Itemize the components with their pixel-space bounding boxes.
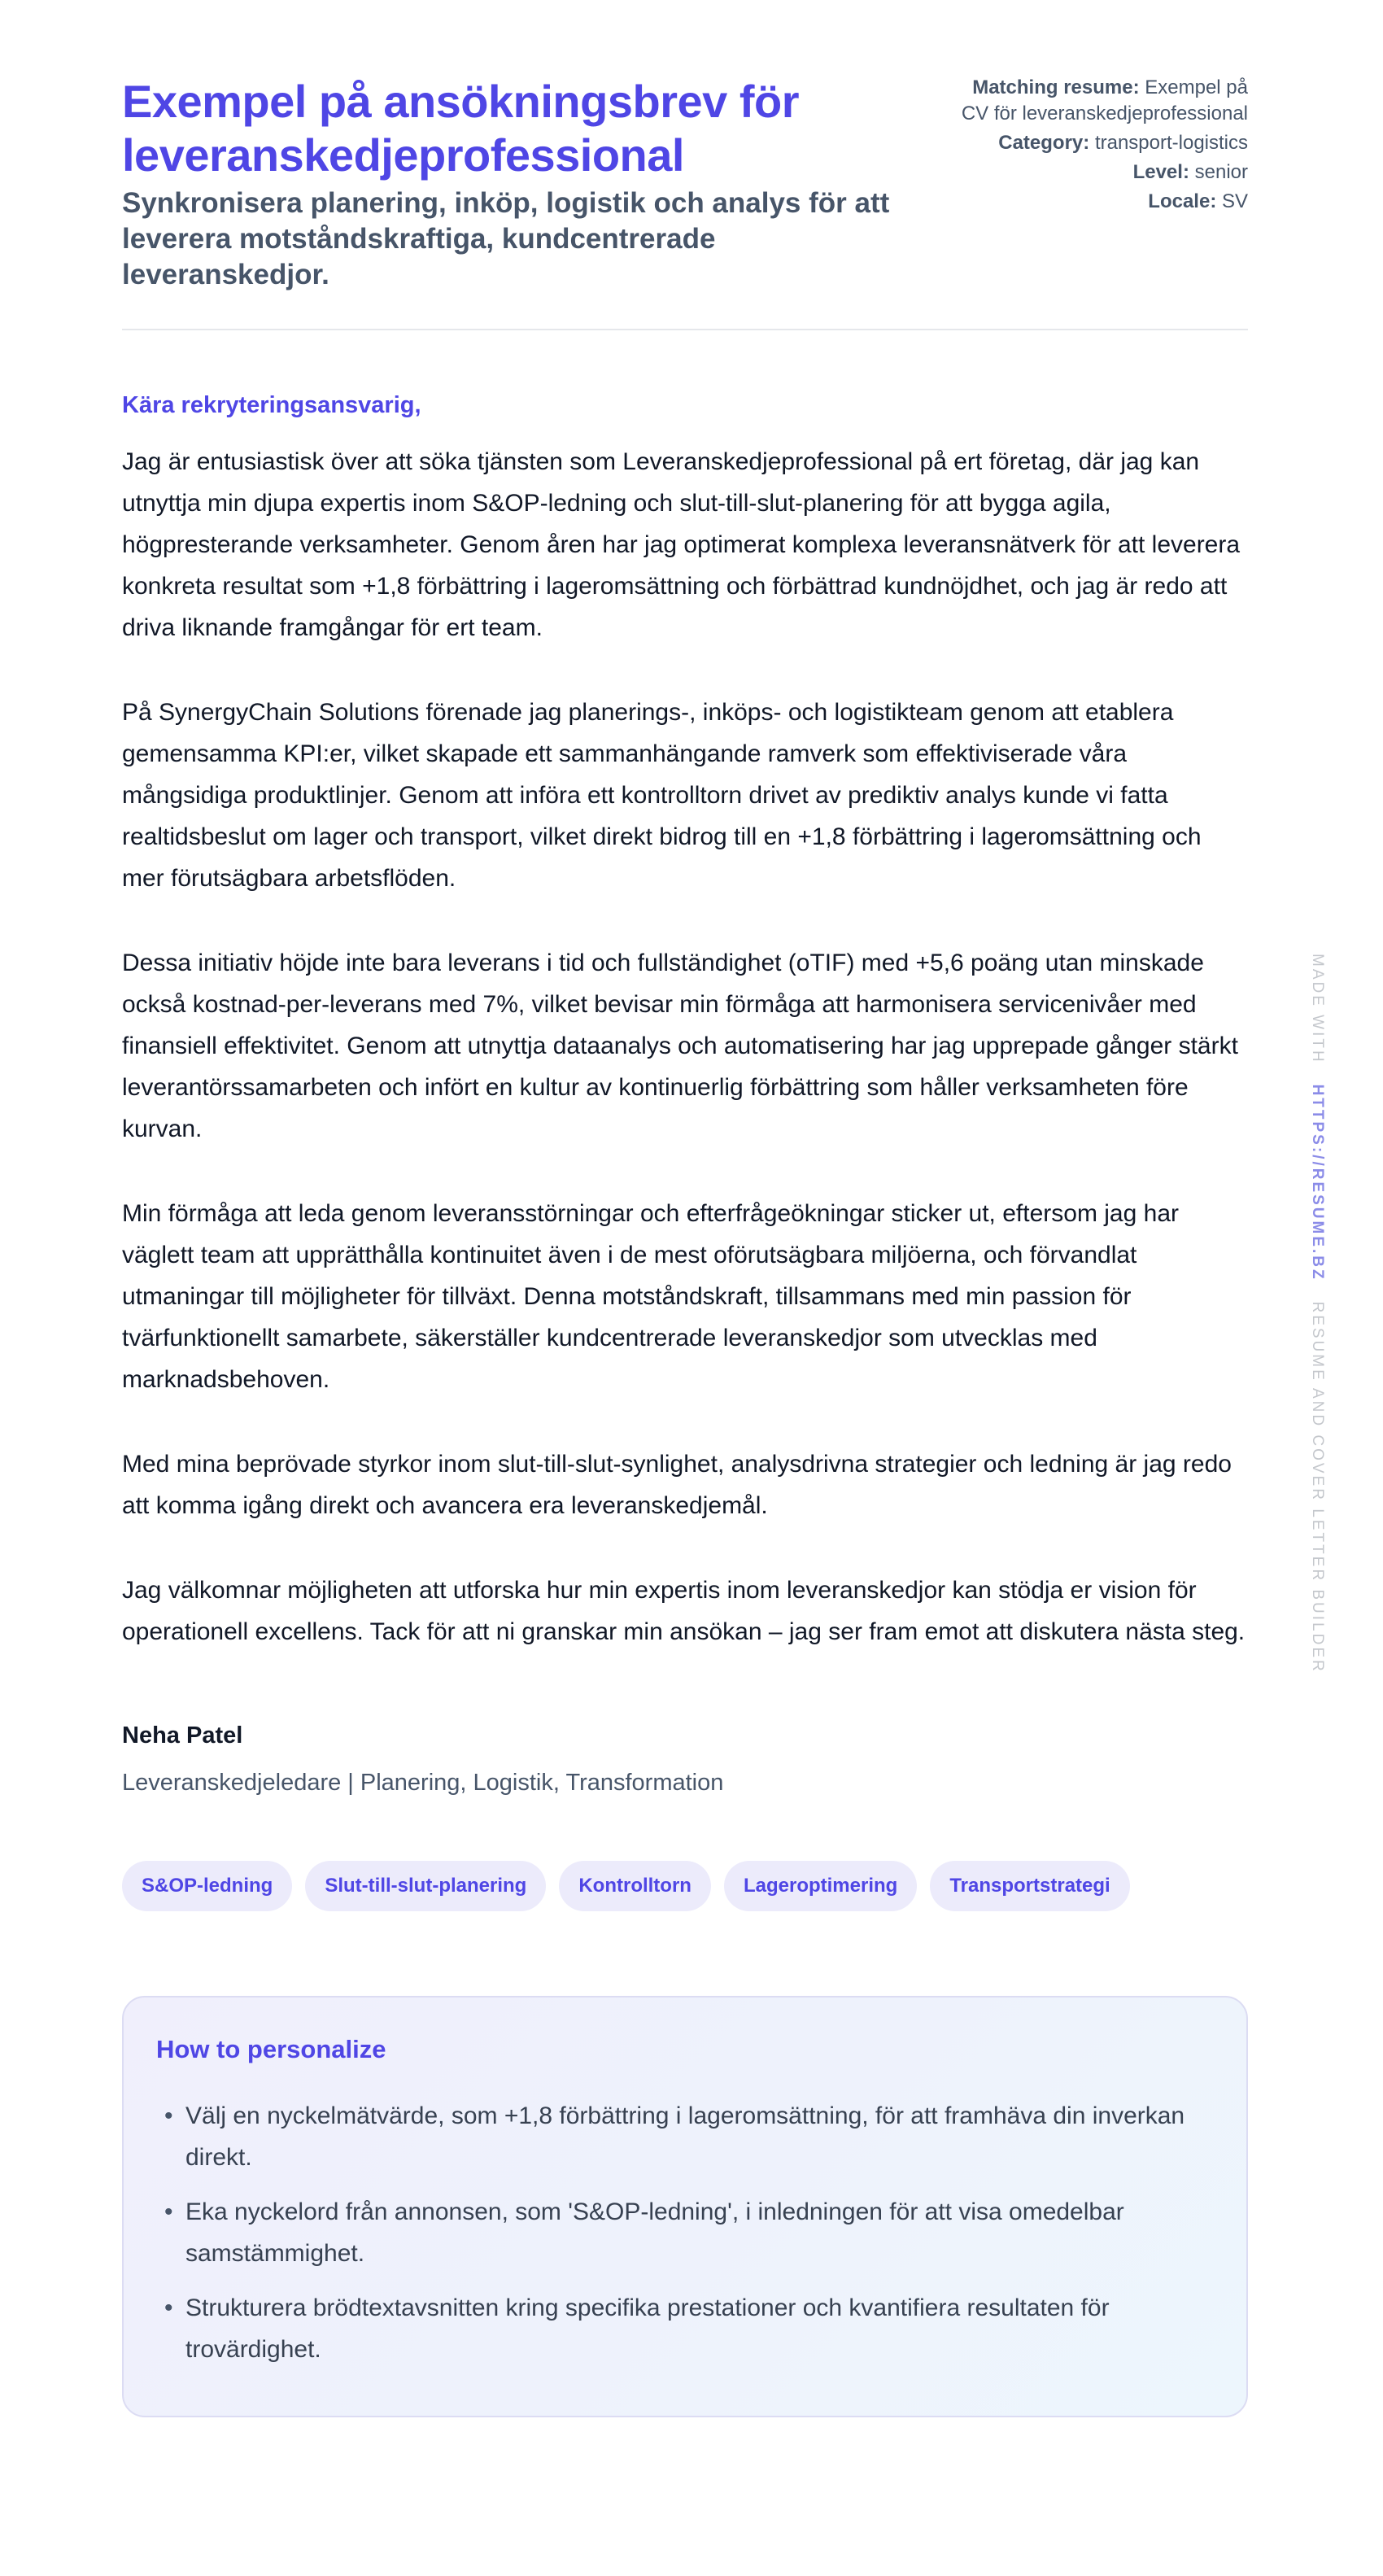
salutation: Kära rekryteringsansvarig,	[122, 392, 421, 418]
header-divider	[122, 329, 1248, 330]
meta-value: SV	[1221, 190, 1248, 212]
signature-block	[122, 1718, 1248, 1801]
meta-key: Level:	[1132, 161, 1189, 183]
cover-letter-page	[122, 75, 1248, 2417]
personalize-tip	[164, 2287, 1214, 2370]
personalize-callout	[122, 1996, 1248, 2417]
skill-tag: Lageroptimering	[724, 1861, 917, 1911]
skill-tag: S&OP-ledning	[122, 1861, 292, 1911]
skill-tag: Kontrolltorn	[559, 1861, 711, 1911]
bullet-icon: •	[164, 2102, 173, 2129]
header-titles	[122, 75, 936, 293]
personalize-tip	[164, 2191, 1214, 2274]
page-subtitle: Synkronisera planering, inköp, logistik och analys för att leverera motståndskraftiga, kundcentrerade leveranskedjor.	[122, 187, 890, 290]
meta-value: Exempel på CV för leveranskedjeprofessional	[961, 76, 1248, 124]
page-title: Exempel på ansökningsbrev för leveranskedjeprofessional	[122, 76, 799, 181]
personalize-tips	[156, 2095, 1214, 2370]
meta-category	[955, 130, 1248, 156]
letter-paragraph: På SynergyChain Solutions förenade jag planerings-, inköps- och logistikteam genom att etablera gemensamma KPI:er, vilket skapade ett sammanhängande ramverk som effektiviserade våra mångsidiga produktlinjer. Genom att införa ett kontrolltorn drivet av prediktiv analys kunde vi fatta realtidsbeslut om lager och transport, vilket direkt bidrog till en +1,8 förbättring i lageromsättning och mer förutsägbara arbetsflöden.	[122, 699, 1202, 892]
meta-locale	[955, 189, 1248, 215]
letter-paragraph: Jag välkomnar möjligheten att utforska hur min expertis inom leveranskedjor kan stödja er vision för operationell excellens. Tack för att ni granskar min ansökan – jag ser fram emot att diskutera nästa steg.	[122, 1577, 1246, 1645]
signature-tagline: Leveranskedjeledare | Planering, Logistik, Transformation	[122, 1770, 724, 1796]
skill-tag: Transportstrategi	[930, 1861, 1129, 1911]
letter-paragraph: Dessa initiativ höjde inte bara leverans i tid och fullständighet (oTIF) med +5,6 poäng utan minskade också kostnad-per-leverans med 7%, vilket bevisar min förmåga att harmonisera servicenivåer med finansiell effektivitet. Genom att utnyttja dataanalys och automatisering har jag upprepade gånger stärkt leverantörssamarbeten och infört en kultur av kontinuerlig förbättring som håller verksamheten före kurvan.	[122, 950, 1238, 1142]
skill-tag: Slut-till-slut-planering	[305, 1861, 546, 1911]
bullet-icon: •	[164, 2198, 173, 2225]
vertical-watermark	[1308, 954, 1326, 1674]
tip-text: Välj en nyckelmätvärde, som +1,8 förbättring i lageromsättning, för att framhäva din inverkan direkt.	[185, 2102, 1185, 2171]
meta-key: Locale:	[1148, 190, 1217, 212]
letter-paragraph: Med mina beprövade styrkor inom slut-till-slut-synlighet, analysdrivna strategier och ledning är jag redo att komma igång direkt och avancera era leveranskedjemål.	[122, 1451, 1232, 1519]
watermark-link[interactable]: HTTPS://RESUME.BZ	[1309, 1084, 1326, 1281]
letter-body	[122, 389, 1248, 1653]
meta-value: transport-logistics	[1094, 132, 1248, 154]
meta-level	[955, 159, 1248, 186]
watermark-suffix: RESUME AND COVER LETTER BUILDER	[1309, 1301, 1326, 1674]
tip-text: Eka nyckelord från annonsen, som 'S&OP-ledning', i inledningen för att visa omedelbar samstämmighet.	[185, 2198, 1124, 2267]
bullet-icon: •	[164, 2294, 173, 2321]
letter-paragraph: Min förmåga att leda genom leveransstörningar och efterfrågeökningar sticker ut, eftersom jag har väglett team att upprätthålla kontinuitet även i de mest oförutsägbara miljöerna, och förvandlat utmaningar till möjligheter för tillväxt. Denna motståndskraft, tillsammans med min passion för tvärfunktionellt samarbete, säkerställer kundcentrerade leveranskedjor som utvecklas med marknadsbehoven.	[122, 1200, 1179, 1393]
meta-info	[955, 75, 1248, 218]
signature-name: Neha Patel	[122, 1722, 243, 1749]
skill-tags	[122, 1861, 1248, 1911]
watermark-prefix: MADE WITH	[1309, 954, 1326, 1064]
meta-matching-resume	[955, 75, 1248, 127]
tip-text: Strukturera brödtextavsnitten kring specifika prestationer och kvantifiera resultaten för trovärdighet.	[185, 2294, 1110, 2363]
meta-key: Matching resume:	[972, 76, 1140, 98]
letter-paragraph: Jag är entusiastisk över att söka tjänsten som Leveranskedjeprofessional på ert företag, där jag kan utnyttja min djupa expertis inom S&OP-ledning och slut-till-slut-planering för att bygga agila, högpresterande verksamheter. Genom åren har jag optimerat komplexa leveransnätverk för att leverera konkreta resultat som +1,8 förbättring i lageromsättning och förbättrad kundnöjdhet, och jag är redo att driva liknande framgångar för ert team.	[122, 448, 1241, 641]
meta-value: senior	[1194, 161, 1248, 183]
page-header	[122, 75, 1248, 293]
meta-key: Category:	[998, 132, 1090, 154]
personalize-title: How to personalize	[156, 2035, 386, 2063]
personalize-tip	[164, 2095, 1214, 2178]
